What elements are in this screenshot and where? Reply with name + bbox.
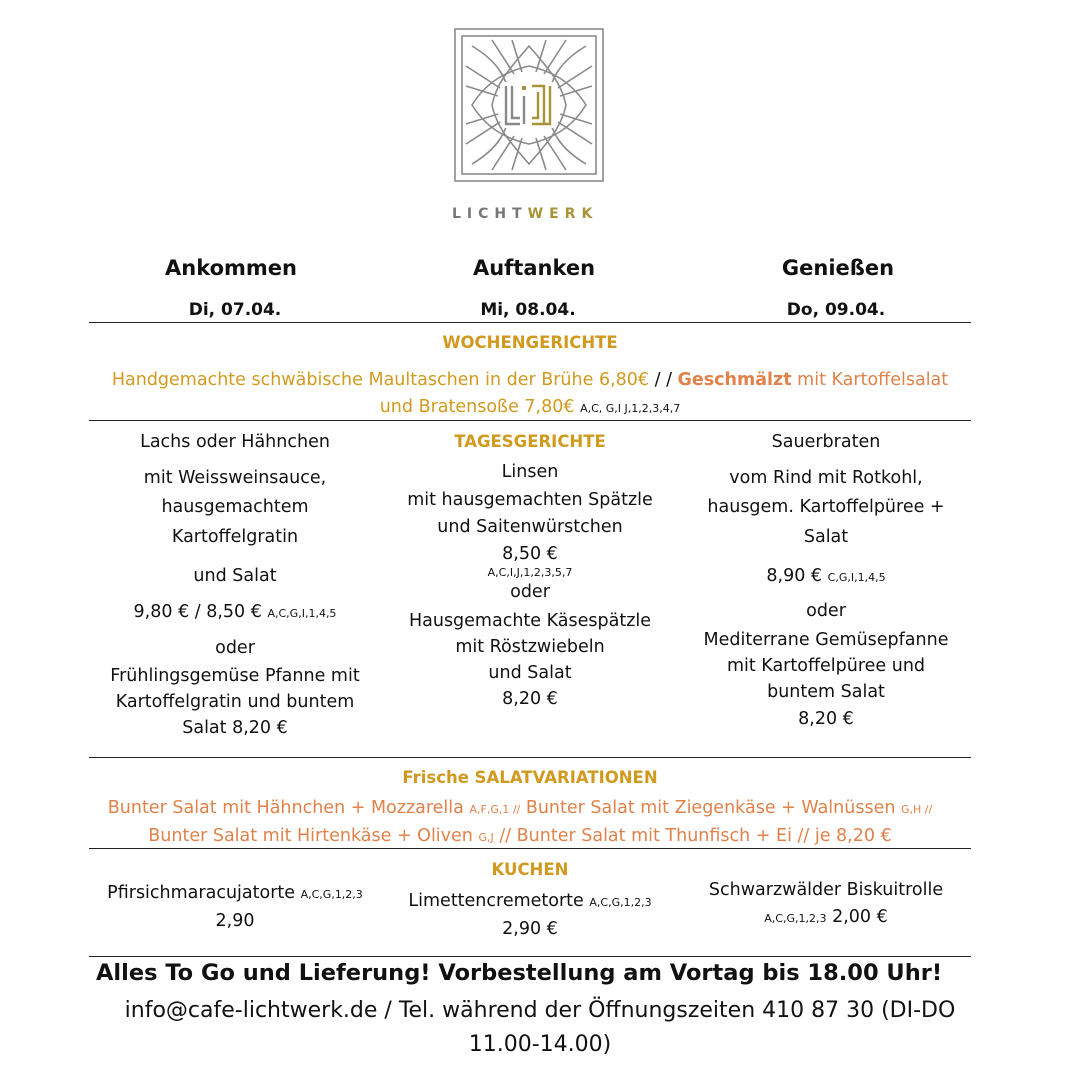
weekly-line-1 <box>60 370 1000 390</box>
weekly-allergen-codes: A,C, G,I J,1,2,3,4,7 <box>580 402 681 415</box>
dish-line: Kartoffelgratin <box>171 527 299 547</box>
dish-line: hausgem. Kartoffelpüree + <box>707 497 945 517</box>
salads-heading <box>89 768 971 787</box>
dish-price-line <box>680 558 972 594</box>
daily-middle <box>384 430 676 714</box>
cake-name: Pfirsichmaracujatorte <box>107 883 296 903</box>
dish-line: Mediterrane Gemüsepfanne <box>703 630 949 650</box>
weekly-item-1: Handgemachte schwäbische Maultaschen in der Brühe 6,80€ <box>111 370 650 390</box>
divider <box>89 420 971 421</box>
dish-price: 8,90 € <box>766 566 823 586</box>
dish-line: und Salat <box>488 663 572 683</box>
dish-line: Kartoffelgratin und buntem <box>115 692 355 712</box>
salad-item: Bunter Salat mit Ziegenkäse + Walnüssen <box>525 798 896 818</box>
cake-3 <box>680 877 972 932</box>
day-3-date: Do, 09.04. <box>786 300 886 320</box>
cake-name: Schwarzwälder Biskuitrolle <box>708 880 944 900</box>
or-label: oder <box>806 601 846 621</box>
cake-2 <box>384 888 676 943</box>
dish-line: mit Röstzwiebeln <box>455 637 605 657</box>
brand-wordmark <box>452 206 612 222</box>
weekly-item-2-price: und Bratensoße 7,80€ <box>379 397 575 417</box>
day-1-date: Di, 07.04. <box>188 300 282 320</box>
dish-price: 9,80 € / 8,50 € <box>133 602 262 622</box>
dish-line: mit Weissweinsauce, <box>143 468 327 488</box>
dish-line: Sauerbraten <box>771 432 881 452</box>
dish-price: 8,20 € <box>502 689 558 709</box>
logo <box>452 26 606 184</box>
dish-price: 8,20 € <box>798 709 854 729</box>
allergen-codes: A,C,G,1,2,3 <box>300 888 363 901</box>
dish-price: 8,50 € <box>502 544 558 564</box>
daily-right <box>680 430 972 733</box>
cake-name-line <box>89 880 381 908</box>
cake-name-line <box>384 888 676 916</box>
or-label: oder <box>510 582 550 602</box>
weekly-heading: WOCHENGERICHTE <box>442 333 618 352</box>
salads-line-2 <box>40 826 1000 846</box>
allergen-codes: G,H // <box>901 803 933 816</box>
allergen-codes: A,C,I,J,1,2,3,5,7 <box>487 566 573 579</box>
weekly-line-2 <box>60 397 1000 417</box>
dish-line: mit Kartoffelpüree und <box>726 656 926 676</box>
dish-line: und Saitenwürstchen <box>437 517 623 537</box>
dish-line: Lachs oder Hähnchen <box>140 432 330 452</box>
salad-item: Bunter Salat mit Hähnchen + Mozzarella <box>107 798 464 818</box>
allergen-codes: A,C,G,I,1,4,5 <box>267 607 337 620</box>
day-3-title: Genießen <box>781 256 895 280</box>
dish-line: und Salat <box>193 566 277 586</box>
cakes-heading: KUCHEN <box>491 860 569 879</box>
divider <box>89 848 971 849</box>
weekly-item-2-desc: mit Kartoffelsalat <box>791 370 949 390</box>
dish-line: Hausgemachte Käsespätzle <box>408 611 652 631</box>
allergen-codes: G,J <box>478 831 494 844</box>
footer-contact-line-1: info@cafe-lichtwerk.de / Tel. während der Öffnungszeiten 410 87 30 (DI-DO <box>124 998 956 1023</box>
dish-line: buntem Salat <box>767 682 885 702</box>
divider <box>89 757 971 758</box>
dish-line: mit hausgemachten Spätzle <box>407 490 653 510</box>
weekly-separator: / / <box>649 370 678 390</box>
allergen-codes: A,C,G,1,2,3 <box>589 896 652 909</box>
allergen-codes: C,G,I,1,4,5 <box>827 571 886 584</box>
salads-heading-a: Frische <box>402 768 475 787</box>
divider <box>89 322 971 323</box>
footer-headline: Alles To Go und Lieferung! Vorbestellung am Vortag bis 18.00 Uhr! <box>96 960 943 986</box>
daily-heading: TAGESGERICHTE <box>454 432 606 451</box>
dish-line: Frühlingsgemüse Pfanne mit <box>110 666 360 686</box>
dish-line: hausgemachtem <box>161 497 309 517</box>
footer-contact-line-2: 11.00-14.00) <box>468 1032 612 1057</box>
or-label: oder <box>215 638 255 658</box>
cake-name: Limettencremetorte <box>408 891 584 911</box>
dish-price-line <box>89 594 381 630</box>
brand-name-part1: LICHT <box>452 206 528 222</box>
daily-left <box>89 430 381 742</box>
cake-price: 2,00 € <box>832 907 888 927</box>
allergen-codes: A,C,G,1,2,3 <box>764 912 827 925</box>
weekly-item-2-name: Geschmälzt <box>677 370 792 390</box>
day-2-title: Auftanken <box>472 256 596 280</box>
salads-heading-b: SALATVARIATIONEN <box>474 768 658 787</box>
salads-line-1 <box>40 798 1000 818</box>
dish-line: vom Rind mit Rotkohl, <box>729 468 923 488</box>
cake-price: 2,90 € <box>502 919 558 939</box>
divider <box>89 956 971 957</box>
cake-price: 2,90 <box>215 911 255 931</box>
allergen-codes: A,F,G,1 // <box>469 803 521 816</box>
lichtwerk-logo-icon <box>452 26 606 184</box>
salad-item: Bunter Salat mit Hirtenkäse + Oliven <box>148 826 473 846</box>
dish-line: Salat <box>803 527 849 547</box>
cake-price-line <box>680 904 972 932</box>
dish-line: Linsen <box>501 462 559 482</box>
dish-line: Salat 8,20 € <box>182 718 288 738</box>
day-2-date: Mi, 08.04. <box>480 300 576 320</box>
salad-item: // Bunter Salat mit Thunfisch + Ei // je 8,20 € <box>499 826 892 846</box>
cake-1 <box>89 880 381 935</box>
brand-name-part2: WERK <box>527 206 599 222</box>
day-1-title: Ankommen <box>165 256 297 280</box>
